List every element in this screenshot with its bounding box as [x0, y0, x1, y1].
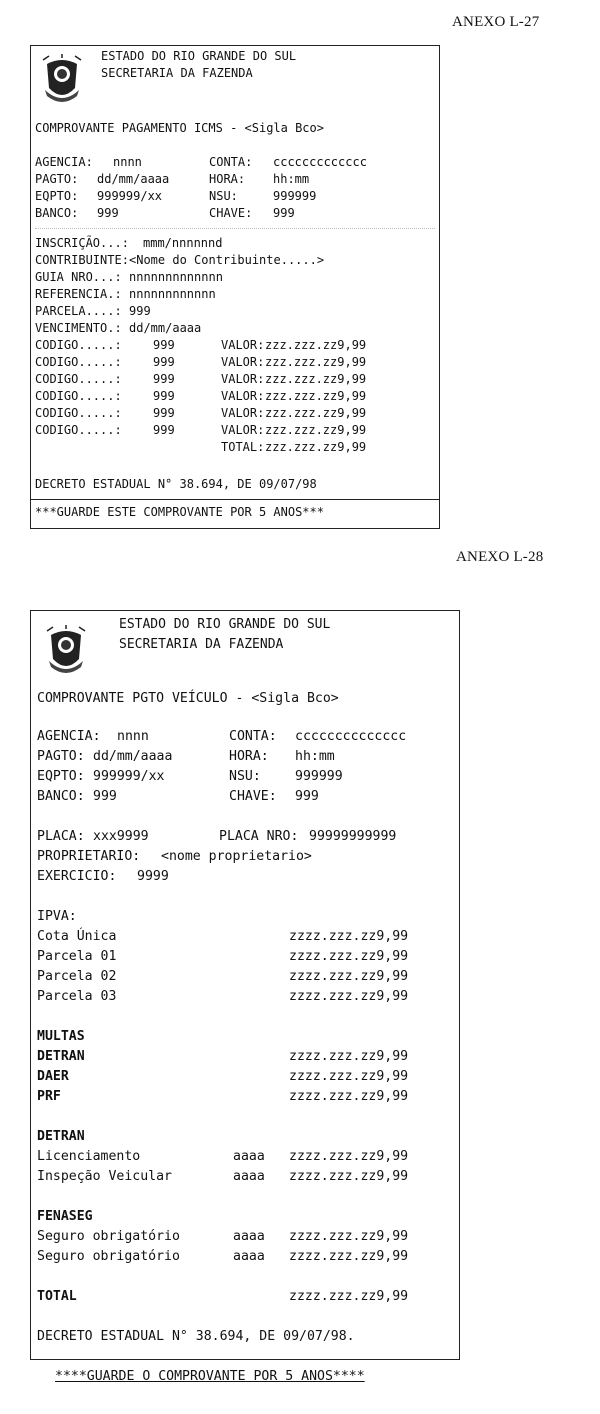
detran-heading: DETRAN [37, 1129, 85, 1144]
state-coat-of-arms-icon [45, 625, 87, 677]
receipt-header [31, 46, 439, 116]
receipt-header [31, 611, 459, 685]
pair-row: PAGTO: dd/mm/aaaa HORA: hh:mm [37, 749, 335, 764]
code-row: CODIGO.....: 999 VALOR: zzz.zzz.zz9,99 [35, 355, 367, 369]
detran-row: Inspeção Veicular aaaa zzzz.zzz.zz9,99 [37, 1169, 409, 1184]
keep-receipt-note: ***GUARDE ESTE COMPROVANTE POR 5 ANOS*** [35, 505, 324, 519]
annex-l28-title: ANEXO L-28 [456, 549, 544, 565]
fenaseg-row: Seguro obrigatório aaaa zzzz.zzz.zz9,99 [37, 1249, 409, 1264]
total-row: TOTAL zzzz.zzz.zz9,99 [37, 1289, 409, 1304]
fenaseg-heading: FENASEG [37, 1209, 93, 1224]
receipt-title: COMPROVANTE PGTO VEÍCULO - <Sigla Bco> [37, 691, 339, 706]
pair-row: EQPTO: 999999/xx NSU: 999999 [37, 769, 343, 784]
field-row: CONTRIBUINTE: <Nome do Contribuinte.....> [35, 253, 325, 267]
state-coat-of-arms-icon [41, 54, 83, 106]
fenaseg-row: Seguro obrigatório aaaa zzzz.zzz.zz9,99 [37, 1229, 409, 1244]
field-row: VENCIMENTO.: dd/mm/aaaa [35, 321, 202, 335]
fines-row: PRF zzzz.zzz.zz9,99 [37, 1089, 409, 1104]
code-row: CODIGO.....: 999 VALOR: zzz.zzz.zz9,99 [35, 423, 367, 437]
state-name: ESTADO DO RIO GRANDE DO SUL [101, 49, 297, 63]
detran-row: Licenciamento aaaa zzzz.zzz.zz9,99 [37, 1149, 409, 1164]
code-row: CODIGO.....: 999 VALOR: zzz.zzz.zz9,99 [35, 372, 367, 386]
secretariat-name: SECRETARIA DA FAZENDA [119, 637, 284, 652]
decree-line: DECRETO ESTADUAL N° 38.694, DE 09/07/98. [37, 1329, 355, 1344]
fines-heading: MULTAS [37, 1029, 85, 1044]
pair-row: BANCO: 999 CHAVE: 999 [37, 789, 319, 804]
receipt-icms [30, 45, 440, 529]
code-row: CODIGO.....: 999 VALOR: zzz.zzz.zz9,99 [35, 406, 367, 420]
pair-row: PAGTO: dd/mm/aaaa HORA: hh:mm [35, 172, 310, 186]
ipva-row: Cota Única zzzz.zzz.zz9,99 [37, 929, 409, 944]
exercise-row: EXERCICIO: 9999 [37, 869, 169, 884]
field-row: GUIA NRO...: nnnnnnnnnnnnn [35, 270, 223, 284]
field-row: PARCELA....: 999 [35, 304, 151, 318]
secretariat-name: SECRETARIA DA FAZENDA [101, 66, 253, 80]
plate-row: PLACA: xxx9999 PLACA NRO: 99999999999 [37, 829, 397, 844]
pair-row: BANCO: 999 CHAVE: 999 [35, 206, 295, 220]
code-row: CODIGO.....: 999 VALOR: zzz.zzz.zz9,99 [35, 338, 367, 352]
pair-row: EQPTO: 999999/xx NSU: 999999 [35, 189, 317, 203]
ipva-heading: IPVA: [37, 909, 77, 924]
keep-receipt-note: ****GUARDE O COMPROVANTE POR 5 ANOS**** [55, 1369, 365, 1384]
field-row: INSCRIÇÃO...: mmm/nnnnnnd [35, 236, 223, 250]
ipva-row: Parcela 02 zzzz.zzz.zz9,99 [37, 969, 409, 984]
pair-row: AGENCIA: nnnn CONTA: cccccccccccccc [37, 729, 407, 744]
receipt-title: COMPROVANTE PAGAMENTO ICMS - <Sigla Bco> [35, 121, 324, 135]
ipva-row: Parcela 03 zzzz.zzz.zz9,99 [37, 989, 409, 1004]
fines-row: DAER zzzz.zzz.zz9,99 [37, 1069, 409, 1084]
receipt-vehicle [30, 610, 460, 1384]
field-row: REFERENCIA.: nnnnnnnnnnnn [35, 287, 216, 301]
ipva-row: Parcela 01 zzzz.zzz.zz9,99 [37, 949, 409, 964]
pair-row: AGENCIA: nnnn CONTA: ccccccccccccc [35, 155, 367, 169]
code-row: CODIGO.....: 999 VALOR: zzz.zzz.zz9,99 [35, 389, 367, 403]
annex-l27-title: ANEXO L-27 [452, 14, 540, 30]
state-name: ESTADO DO RIO GRANDE DO SUL [119, 617, 331, 632]
decree-line: DECRETO ESTADUAL N° 38.694, DE 09/07/98 [35, 477, 317, 491]
total-row: TOTAL: zzz.zzz.zz9,99 [221, 440, 367, 454]
fines-row: DETRAN zzzz.zzz.zz9,99 [37, 1049, 409, 1064]
owner-row: PROPRIETARIO: <nome proprietario> [37, 849, 312, 864]
